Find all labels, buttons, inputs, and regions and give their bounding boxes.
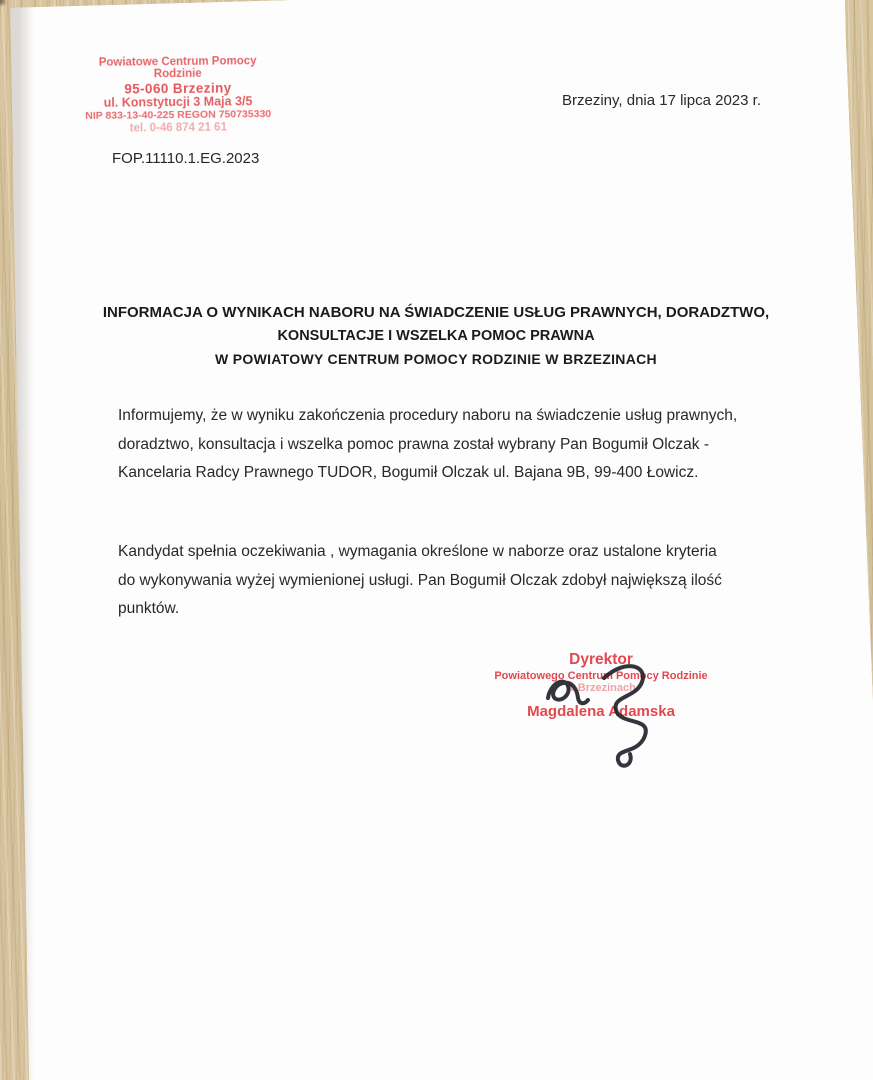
stamp-phone: tel. 0-46 874 21 61	[129, 121, 227, 135]
reference-number: FOP.11110.1.EG.2023	[112, 150, 260, 167]
stamp-postal-city: 95-060 Brzeziny	[124, 80, 232, 97]
signer-location: w Brzezinach	[566, 682, 636, 694]
body-paragraph-2	[118, 538, 778, 624]
date-line: Brzeziny, dnia 17 lipca 2023 r.	[561, 92, 761, 109]
document-title	[86, 301, 786, 371]
paragraph-line: do wykonywania wyżej wymienionej usługi. Pan Bogumił Olczak zdobył największą ilość	[118, 571, 722, 589]
title-line-3: W POWIATOWY CENTRUM POMOCY RODZINIE W BRZEZINACH	[215, 351, 657, 367]
signature-stroke-flourish	[604, 666, 646, 766]
signer-name: Magdalena Adamska	[527, 703, 675, 720]
paragraph-line: Kancelaria Radcy Prawnego TUDOR, Bogumił Olczak ul. Bajana 9B, 99-400 Łowicz.	[118, 464, 699, 481]
scan-corner-speck	[0, 0, 7, 7]
stamp-org-name: Powiatowe Centrum Pomocy Rodzinie	[98, 55, 257, 81]
signature-stroke-initials	[548, 682, 588, 704]
signer-organization: Powiatowego Centrum Pomocy Rodzinie	[494, 670, 708, 682]
title-line-1: INFORMACJA O WYNIKACH NABORU NA ŚWIADCZENIE USŁUG PRAWNYCH, DORADZTWO,	[102, 304, 770, 321]
stamp-street: ul. Konstytucji 3 Maja 3/5	[103, 94, 253, 111]
paragraph-line: doradztwo, konsultacja i wszelka pomoc prawna został wybrany Pan Bogumił Olczak -	[118, 435, 709, 453]
sender-address-stamp	[78, 55, 279, 136]
handwritten-signature-icon	[520, 648, 680, 778]
paragraph-line: Kandydat spełnia oczekiwania , wymagania określone w naborze oraz ustalone kryteria	[118, 543, 717, 560]
title-line-2: KONSULTACJE I WSZELKA POMOC PRAWNA	[277, 328, 595, 344]
stamp-nip-regon: NIP 833-13-40-225 REGON 750735330	[85, 107, 272, 122]
body-paragraph-1	[118, 402, 778, 488]
paragraph-line: Informujemy, że w wyniku zakończenia procedury naboru na świadczenie usług prawnych,	[118, 407, 738, 424]
signer-role: Dyrektor	[569, 651, 633, 668]
paragraph-line: punktów.	[118, 600, 180, 617]
